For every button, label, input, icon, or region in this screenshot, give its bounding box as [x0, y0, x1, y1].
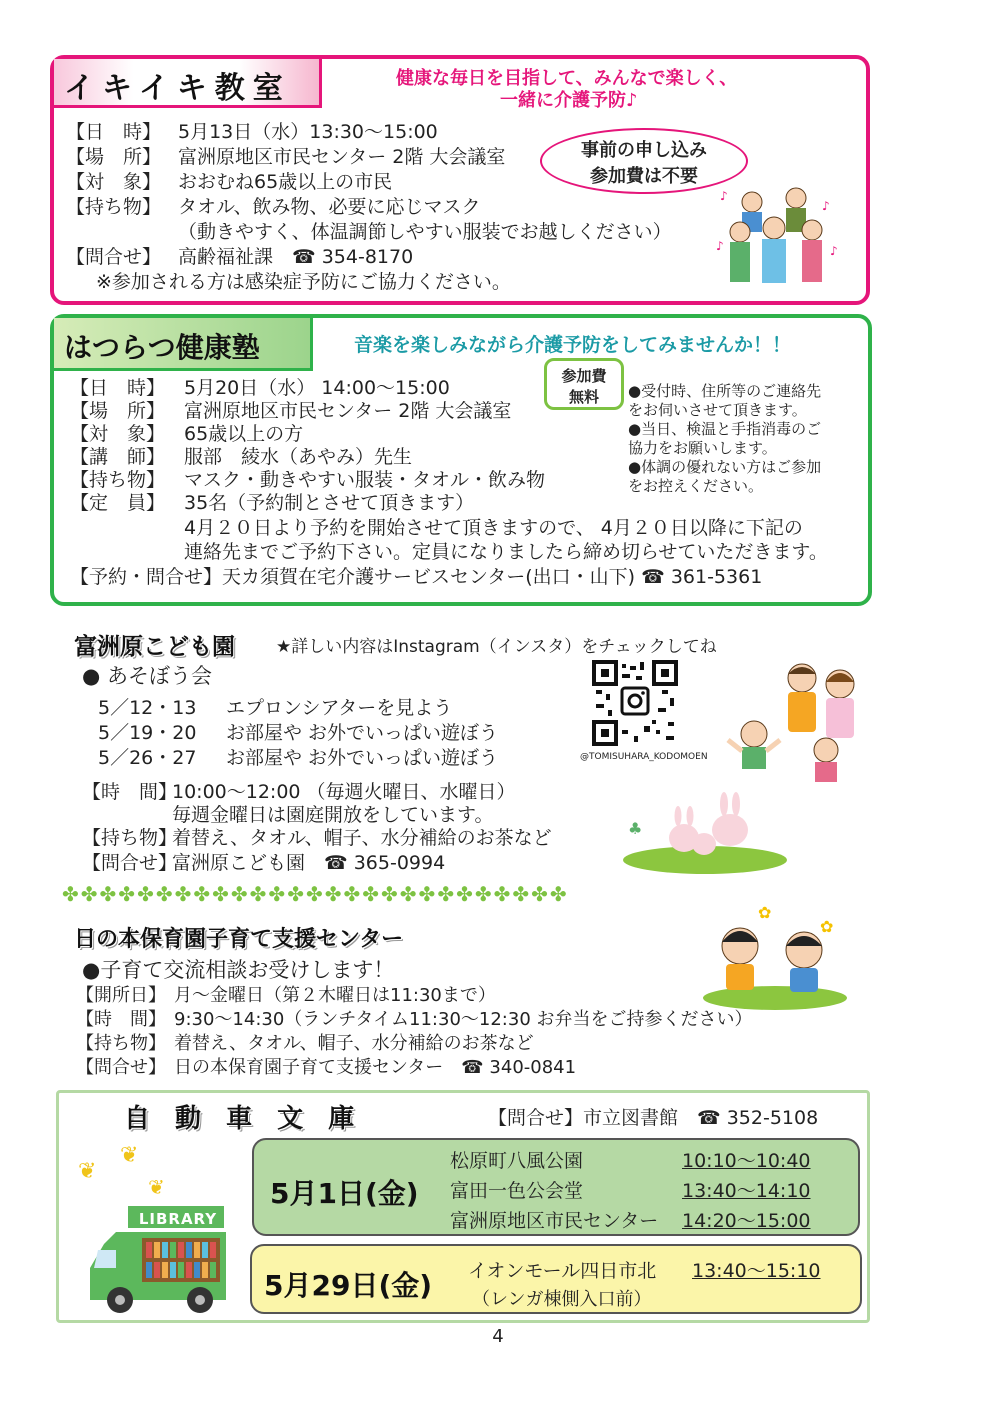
svg-text:❦: ❦ — [120, 1143, 139, 1168]
event-date: 5／26・27 — [98, 747, 197, 769]
note-line: ●受付時、住所等のご連絡先 — [628, 382, 822, 400]
row-value: （動きやすく、体温調節しやすい服装でお越しください） — [178, 221, 672, 243]
event-row — [98, 721, 498, 745]
row-key: 【問合せ】 — [76, 1057, 166, 1078]
bunko-day1-stop — [450, 1148, 811, 1174]
kodomoen-row-contact — [82, 851, 445, 875]
bunko-day1-stop — [450, 1178, 811, 1204]
row-value: 富洲原地区市民センター 2階 大会議室 — [184, 400, 512, 422]
stop-place: イオンモール四日市北 — [468, 1260, 657, 1282]
bunko-day1-stop — [450, 1208, 811, 1234]
row-value: 10:00～12:00 （毎週火曜日、水曜日） — [172, 781, 516, 803]
note-line: をお控えください。 — [628, 477, 764, 495]
bunko-day1-date: 5月1日(金) — [270, 1177, 419, 1210]
hatsuratsu-extra-1: 4月２０日より予約を開始させて頂きますので、 4月２０日以降に下記の — [184, 517, 803, 539]
ikiiki-bubble-line-2: 参加費は不要 — [590, 166, 698, 187]
hatsuratsu-row-items — [70, 468, 545, 492]
ikiiki-row-target — [66, 170, 392, 194]
bunko-day2-note: （レンガ棟側入口前） — [472, 1289, 652, 1310]
hatsuratsu-tagline: 音楽を楽しみながら介護予防をしてみませんか！！ — [354, 334, 792, 356]
hatsuratsu-row-capacity — [70, 491, 474, 515]
row-value: 着替え、タオル、帽子、水分補給のお茶など — [174, 1033, 534, 1054]
stop-place: 松原町八風公園 — [450, 1150, 584, 1172]
ikiiki-tagline-1: 健康な毎日を目指して、みんなで楽しく、 — [396, 68, 738, 89]
svg-text:❦: ❦ — [148, 1175, 165, 1199]
hatsuratsu-title-banner — [54, 318, 313, 371]
stop-time: 10:10～10:40 — [682, 1150, 811, 1172]
bunko-day2-date: 5月29日(金) — [264, 1269, 433, 1302]
row-value: 日の本保育園子育て支援センター ☎ 340-0841 — [174, 1057, 577, 1078]
stop-place: 富洲原地区市民センター — [450, 1210, 659, 1232]
event-date: 5／19・20 — [98, 722, 197, 744]
page-number: 4 — [492, 1326, 504, 1347]
row-value: 5月13日（水）13:30～15:00 — [178, 121, 438, 143]
row-key: 【対 象】 — [66, 171, 162, 193]
row-key: 【日 時】 — [70, 377, 166, 399]
ikiiki-title: イキイキ教室 — [64, 71, 291, 106]
svg-text:♣: ♣ — [628, 819, 643, 838]
row-value: 服部 綾水（あやみ）先生 — [184, 446, 413, 468]
row-key: 【定 員】 — [70, 492, 166, 514]
event-desc: お部屋や お外でいっぱい遊ぼう — [226, 747, 499, 769]
row-value: 65歳以上の方 — [184, 423, 304, 445]
hinomoto-row-contact — [76, 1056, 576, 1080]
svg-text:♪: ♪ — [720, 189, 728, 203]
stop-place: 富田一色公会堂 — [450, 1180, 584, 1202]
note-line: をお伺いさせて頂きます。 — [628, 401, 807, 419]
hatsuratsu-row-target — [70, 422, 303, 446]
ikiiki-row-items — [66, 195, 480, 219]
row-key: 【場 所】 — [70, 400, 166, 422]
row-value: 月～金曜日（第２木曜日は11:30まで） — [174, 985, 496, 1006]
svg-text:✿: ✿ — [758, 903, 772, 922]
kodomoen-instagram-note: ★詳しい内容はInstagram（インスタ）をチェックしてね — [276, 637, 717, 657]
event-desc: エプロンシアターを見よう — [226, 697, 453, 719]
event-row — [98, 746, 498, 770]
singing-people-illustration — [712, 180, 842, 295]
family-illustration — [722, 656, 872, 786]
stop-time: 14:20～15:00 — [682, 1210, 811, 1232]
svg-text:✿: ✿ — [820, 917, 834, 936]
children-butterflies-illustration — [700, 902, 850, 1010]
hinomoto-row-time — [76, 1008, 753, 1032]
rabbits-illustration — [620, 790, 790, 875]
clover-divider: ✤ ✤ ✤ ✤ ✤ ✤ ✤ ✤ ✤ ✤ ✤ ✤ ✤ ✤ ✤ ✤ ✤ ✤ ✤ ✤ ✤ ✤ ✤ ✤ ✤ ✤ ✤ — [62, 882, 567, 906]
note-line: ●体調の優れない方はご参加 — [628, 458, 822, 476]
hatsuratsu-contact: 【予約・問合せ】天カ須賀在宅介護サービスセンター(出口・山下) ☎ 361-5361 — [70, 566, 763, 588]
row-value: タオル、飲み物、必要に応じマスク — [178, 196, 481, 218]
kodomoen-sub: ● あそぼう会 — [82, 664, 212, 688]
row-value: おおむね65歳以上の市民 — [178, 171, 393, 193]
row-key: 【場 所】 — [66, 146, 162, 168]
row-value: 富洲原こども園 ☎ 365-0994 — [172, 852, 446, 874]
row-key: 【対 象】 — [70, 423, 166, 445]
kodomoen-row-items — [82, 826, 552, 850]
hatsuratsu-notes — [628, 382, 821, 496]
instagram-qr-code[interactable] — [592, 660, 678, 746]
ikiiki-bubble-line-1: 事前の申し込み — [581, 140, 707, 161]
row-key: 【開所日】 — [76, 985, 166, 1006]
stop-time: 13:40～15:10 — [692, 1260, 821, 1282]
fee-badge — [544, 358, 624, 410]
row-value: 高齢福祉課 ☎ 354-8170 — [178, 246, 414, 268]
event-desc: お部屋や お外でいっぱい遊ぼう — [226, 722, 499, 744]
bunko-title: 自 動 車 文 庫 — [124, 1104, 363, 1134]
kodomoen-row-time-note — [82, 803, 493, 827]
row-key: 【日 時】 — [66, 121, 162, 143]
note-line: 協力をお願いします。 — [628, 439, 777, 457]
row-key: 【持ち物】 — [82, 827, 178, 849]
stop-time: 13:40～14:10 — [682, 1180, 811, 1202]
ikiiki-row-date — [66, 120, 438, 144]
ikiiki-row-contact — [66, 245, 413, 269]
hatsuratsu-extra-2: 連絡先までご予約下さい。定員になりましたら締め切らせていただきます。 — [184, 541, 828, 563]
row-key: 【持ち物】 — [66, 196, 162, 218]
row-key: 【持ち物】 — [76, 1033, 166, 1054]
fee-badge-label: 参加費 — [561, 367, 607, 385]
hatsuratsu-row-date — [70, 376, 450, 400]
event-date: 5／12・13 — [98, 697, 197, 719]
fee-badge-value: 無料 — [568, 388, 599, 406]
row-key: 【時 間】 — [82, 781, 178, 803]
svg-text:♪: ♪ — [830, 244, 838, 258]
ikiiki-tagline-2: 一緒に介護予防♪ — [500, 90, 638, 111]
kodomoen-title: 富洲原こども園 — [74, 634, 235, 660]
row-key: 【時 間】 — [76, 1009, 166, 1030]
ikiiki-title-banner — [54, 59, 322, 108]
row-value: 着替え、タオル、帽子、水分補給のお茶など — [172, 827, 552, 849]
library-sign: LIBRARY — [138, 1210, 218, 1228]
bunko-day2-stop — [468, 1258, 821, 1284]
row-key: 【講 師】 — [70, 446, 166, 468]
ikiiki-note: ※参加される方は感染症予防にご協力ください。 — [96, 271, 511, 293]
ikiiki-row-place — [66, 145, 505, 169]
hinomoto-sub: ●子育て交流相談お受けします！ — [82, 958, 395, 982]
svg-text:❦: ❦ — [78, 1159, 97, 1184]
row-value: 富洲原地区市民センター 2階 大会議室 — [178, 146, 506, 168]
svg-text:♪: ♪ — [716, 239, 724, 253]
row-key: 【問合せ】 — [66, 246, 162, 268]
note-line: ●当日、検温と手指消毒のご — [628, 420, 822, 438]
kodomoen-row-time — [82, 780, 516, 804]
row-key: 【持ち物】 — [70, 469, 166, 491]
row-value: 5月20日（水） 14:00～15:00 — [184, 377, 450, 399]
row-value: 35名（予約制とさせて頂きます） — [184, 492, 475, 514]
hatsuratsu-row-teacher — [70, 445, 412, 469]
hatsuratsu-row-place — [70, 399, 511, 423]
row-value: 9:30～14:30（ランチタイム11:30～12:30 お弁当をご持参ください） — [174, 1009, 753, 1030]
row-key: 【問合せ】 — [82, 852, 178, 874]
svg-text:♪: ♪ — [822, 199, 830, 213]
hinomoto-row-open-days — [76, 984, 496, 1008]
event-row — [98, 696, 452, 720]
hinomoto-title: 日の本保育園子育て支援センター — [74, 927, 404, 952]
ikiiki-row-items-note — [66, 220, 672, 244]
hatsuratsu-title: はつらつ健康塾 — [64, 331, 260, 364]
row-value: 毎週金曜日は園庭開放をしています。 — [172, 804, 494, 826]
bunko-contact: 【問合せ】市立図書館 ☎ 352-5108 — [488, 1107, 819, 1129]
row-value: マスク・動きやすい服装・タオル・飲み物 — [184, 469, 546, 491]
hinomoto-row-items — [76, 1032, 534, 1056]
instagram-handle: @TOMISUHARA_KODOMOEN — [580, 752, 708, 762]
